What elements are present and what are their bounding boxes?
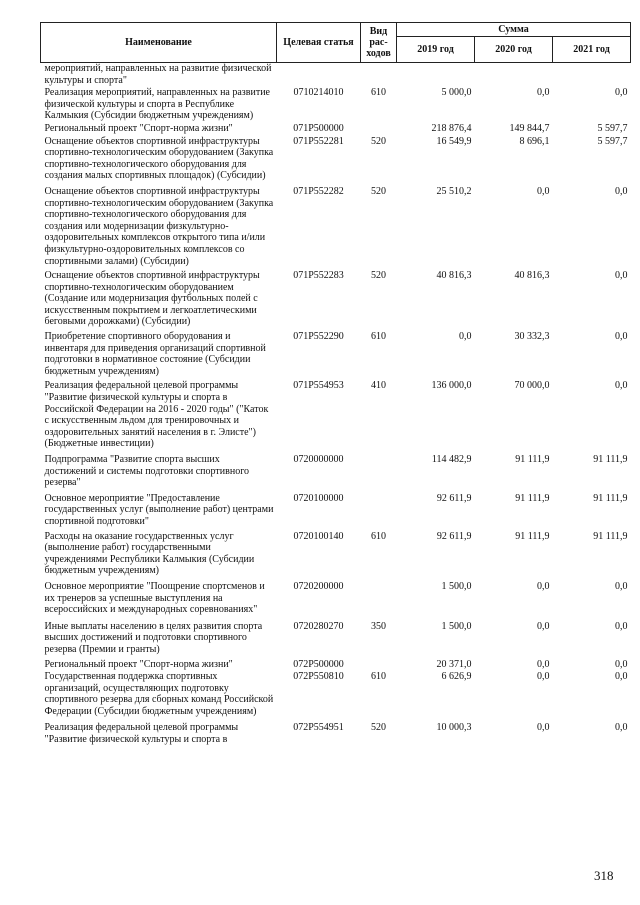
row-expense-type: 410 [371, 380, 386, 392]
row-sum-2021: 91 111,9 [593, 454, 628, 465]
row-sum-2020: 0,0 [537, 580, 550, 592]
row-sum-2020: 91 111,9 [515, 530, 550, 542]
row-sum-2019: 92 611,9 [436, 530, 472, 542]
row-expense-type [361, 451, 397, 490]
row-target-article: 071P552290 [293, 331, 344, 343]
table-row [41, 578, 631, 617]
table-row [41, 718, 631, 746]
row-sum-2021: 5 597,7 [597, 135, 628, 147]
row-target-article: 0720100140 [293, 530, 344, 542]
row-sum-2021: 0,0 [615, 722, 628, 734]
row-sum-2020: 0,0 [537, 658, 550, 670]
row-name: Региональный проект "Спорт-норма жизни" [44, 658, 233, 670]
table-body [41, 63, 631, 747]
row-sum-2021: 0,0 [615, 270, 628, 282]
table-row [41, 123, 631, 136]
row-sum-2019: 6 626,9 [441, 671, 472, 683]
row-sum-2020: 0,0 [537, 620, 550, 632]
row-sum-2019: 92 611,9 [436, 492, 472, 504]
row-name: Региональный проект "Спорт-норма жизни" [44, 122, 233, 134]
table-row [41, 268, 631, 329]
row-expense-type [361, 123, 397, 136]
row-expense-type [361, 578, 397, 617]
header-expense-type: Вид рас-ходов [361, 23, 397, 63]
row-sum-2021 [553, 63, 631, 88]
row-sum-2021: 91 111,9 [593, 530, 628, 542]
row-target-article: 072P550810 [293, 671, 344, 683]
row-target-article: 072P500000 [293, 658, 344, 670]
page-number: 318 [594, 868, 614, 883]
row-name: Расходы на оказание государственных услуг (выполнение работ) государственными учреждениями Республики Калмыкия (Субсидии бюджетным учреждениям) [44, 530, 255, 577]
row-sum-2020: 30 332,3 [514, 331, 550, 343]
header-year-2021: 2021 год [553, 37, 631, 63]
row-expense-type [361, 657, 397, 672]
row-expense-type: 350 [371, 620, 386, 632]
row-sum-2021: 0,0 [615, 620, 628, 632]
row-target-article: 071P500000 [293, 122, 344, 134]
row-name: Приобретение спортивного оборудования и инвентаря для приведения организаций спортивной подготовки в нормативное состояние (Субсидии бюджетным учреждениям) [44, 331, 266, 377]
row-target-article: 0720280270 [293, 620, 344, 632]
row-sum-2020: 149 844,7 [509, 122, 550, 134]
header-year-2020: 2020 год [475, 37, 553, 63]
row-name: Государственная поддержка спортивных организаций, осуществляющих подготовку спортивного резерва для сборных команд Российской Федерации (Субсидии бюджетным учреждениям) [44, 671, 274, 717]
row-expense-type: 520 [371, 722, 386, 734]
row-sum-2020: 70 000,0 [514, 380, 550, 392]
row-sum-2020: 91 111,9 [515, 492, 550, 504]
row-sum-2019: 114 482,9 [431, 454, 472, 465]
row-name: Оснащение объектов спортивной инфраструктуры спортивно-технологическим оборудованием (Закупка спортивно-технологического оборудования для создания или модернизации физкультурно-оздоровительных комплексов открытого типа и/или физкультурно-оздоровительных комплексов со спортивными залами) (Субсидии) [44, 185, 274, 267]
table-row [41, 183, 631, 268]
budget-table [40, 22, 631, 747]
row-sum-2021: 0,0 [615, 331, 628, 343]
row-expense-type: 520 [371, 270, 386, 282]
table-row [41, 63, 631, 88]
table-row [41, 87, 631, 123]
row-target-article [277, 63, 361, 88]
row-name: Оснащение объектов спортивной инфраструктуры спортивно-технологическим оборудованием (Создание или модернизация футбольных полей с искусственным покрытием и легкоатлетическими беговыми дорожками) (Субсидии) [44, 270, 260, 328]
row-sum-2019: 1 500,0 [441, 620, 472, 632]
table-row [41, 451, 631, 490]
row-sum-2020: 8 696,1 [519, 135, 550, 147]
row-name: Реализация мероприятий, направленных на развитие физической культуры и спорта в Республике Калмыкия (Субсидии бюджетным учреждениям) [44, 87, 270, 122]
row-expense-type: 520 [371, 135, 386, 147]
header-sum: Сумма [397, 23, 631, 37]
row-target-article: 0720000000 [293, 454, 344, 465]
row-sum-2021: 0,0 [615, 185, 628, 197]
row-target-article: 071P552283 [293, 270, 344, 282]
row-sum-2019: 16 549,9 [436, 135, 472, 147]
row-name: Подпрограмма "Развитие спорта высших достижений и системы подготовки спортивного резерва" [44, 454, 250, 489]
row-name: мероприятий, направленных на развитие физической культуры и спорта" [44, 63, 272, 86]
row-sum-2021: 5 597,7 [597, 122, 628, 134]
row-sum-2020: 40 816,3 [514, 270, 550, 282]
header-name: Наименование [41, 23, 277, 63]
row-expense-type: 610 [371, 87, 386, 99]
row-name: Основное мероприятие "Поощрение спортсменов и их тренеров за успешные выступления на всероссийских и международных соревнованиях" [44, 580, 265, 616]
row-sum-2020: 0,0 [537, 185, 550, 197]
row-expense-type: 520 [371, 185, 386, 197]
row-sum-2021: 0,0 [615, 580, 628, 592]
row-target-article: 072P554951 [293, 722, 344, 734]
row-expense-type [361, 63, 397, 88]
row-target-article: 071P552281 [293, 135, 344, 147]
row-expense-type: 610 [371, 331, 386, 343]
row-sum-2019: 10 000,3 [436, 722, 472, 734]
row-name: Оснащение объектов спортивной инфраструктуры спортивно-технологическим оборудованием (Закупка спортивно-технологического оборудования для создания малых спортивных площадок) (Субсидии) [44, 135, 274, 182]
row-sum-2019: 218 876,4 [431, 122, 472, 134]
table-row [41, 378, 631, 451]
table-row [41, 617, 631, 657]
row-target-article: 0720100000 [293, 492, 344, 504]
table-header [41, 23, 631, 63]
row-name: Реализация федеральной целевой программы "Развитие физической культуры и спорта в [44, 722, 239, 746]
row-sum-2019: 136 000,0 [431, 380, 472, 392]
row-sum-2019: 20 371,0 [436, 658, 472, 670]
row-target-article: 071P554953 [293, 380, 344, 392]
header-year-2019: 2019 год [397, 37, 475, 63]
row-sum-2021: 0,0 [615, 380, 628, 392]
row-target-article: 0710214010 [293, 87, 344, 99]
table-row [41, 529, 631, 578]
row-name: Основное мероприятие "Предоставление государственных услуг (выполнение работ) центрами спортивной подготовки" [44, 492, 274, 527]
row-sum-2021: 0,0 [615, 87, 628, 99]
table-row [41, 136, 631, 183]
row-sum-2019: 25 510,2 [436, 185, 472, 197]
header-target-article: Целевая статья [277, 23, 361, 63]
row-sum-2020: 0,0 [537, 87, 550, 99]
row-sum-2021: 0,0 [615, 671, 628, 683]
row-target-article: 071P552282 [293, 185, 344, 197]
row-sum-2019 [397, 63, 475, 88]
row-expense-type: 610 [371, 530, 386, 542]
row-target-article: 0720200000 [293, 580, 344, 592]
row-name: Реализация федеральной целевой программы "Развитие физической культуры и спорта в Российской Федерации на 2016 - 2020 годы" ("Каток с искусственным льдом для тренировочных и оздоровительных занятий населения в г. Элисте") (Бюджетные инвестиции) [44, 380, 269, 450]
row-sum-2019: 0,0 [459, 331, 472, 343]
table-row [41, 657, 631, 672]
row-sum-2019: 40 816,3 [436, 270, 472, 282]
row-sum-2020: 0,0 [537, 671, 550, 683]
row-sum-2020: 0,0 [537, 722, 550, 734]
row-sum-2020: 91 111,9 [515, 454, 550, 465]
row-sum-2019: 1 500,0 [441, 580, 472, 592]
table-row [41, 329, 631, 378]
row-expense-type [361, 490, 397, 529]
row-sum-2019: 5 000,0 [441, 87, 472, 99]
table-row [41, 671, 631, 718]
row-sum-2020 [475, 63, 553, 88]
row-name: Иные выплаты населению в целях развития спорта высших достижений и подготовки спортивного резерва (Премии и гранты) [44, 620, 263, 655]
row-sum-2021: 0,0 [615, 658, 628, 670]
table-row [41, 490, 631, 529]
row-sum-2021: 91 111,9 [593, 492, 628, 504]
row-expense-type: 610 [371, 671, 386, 683]
